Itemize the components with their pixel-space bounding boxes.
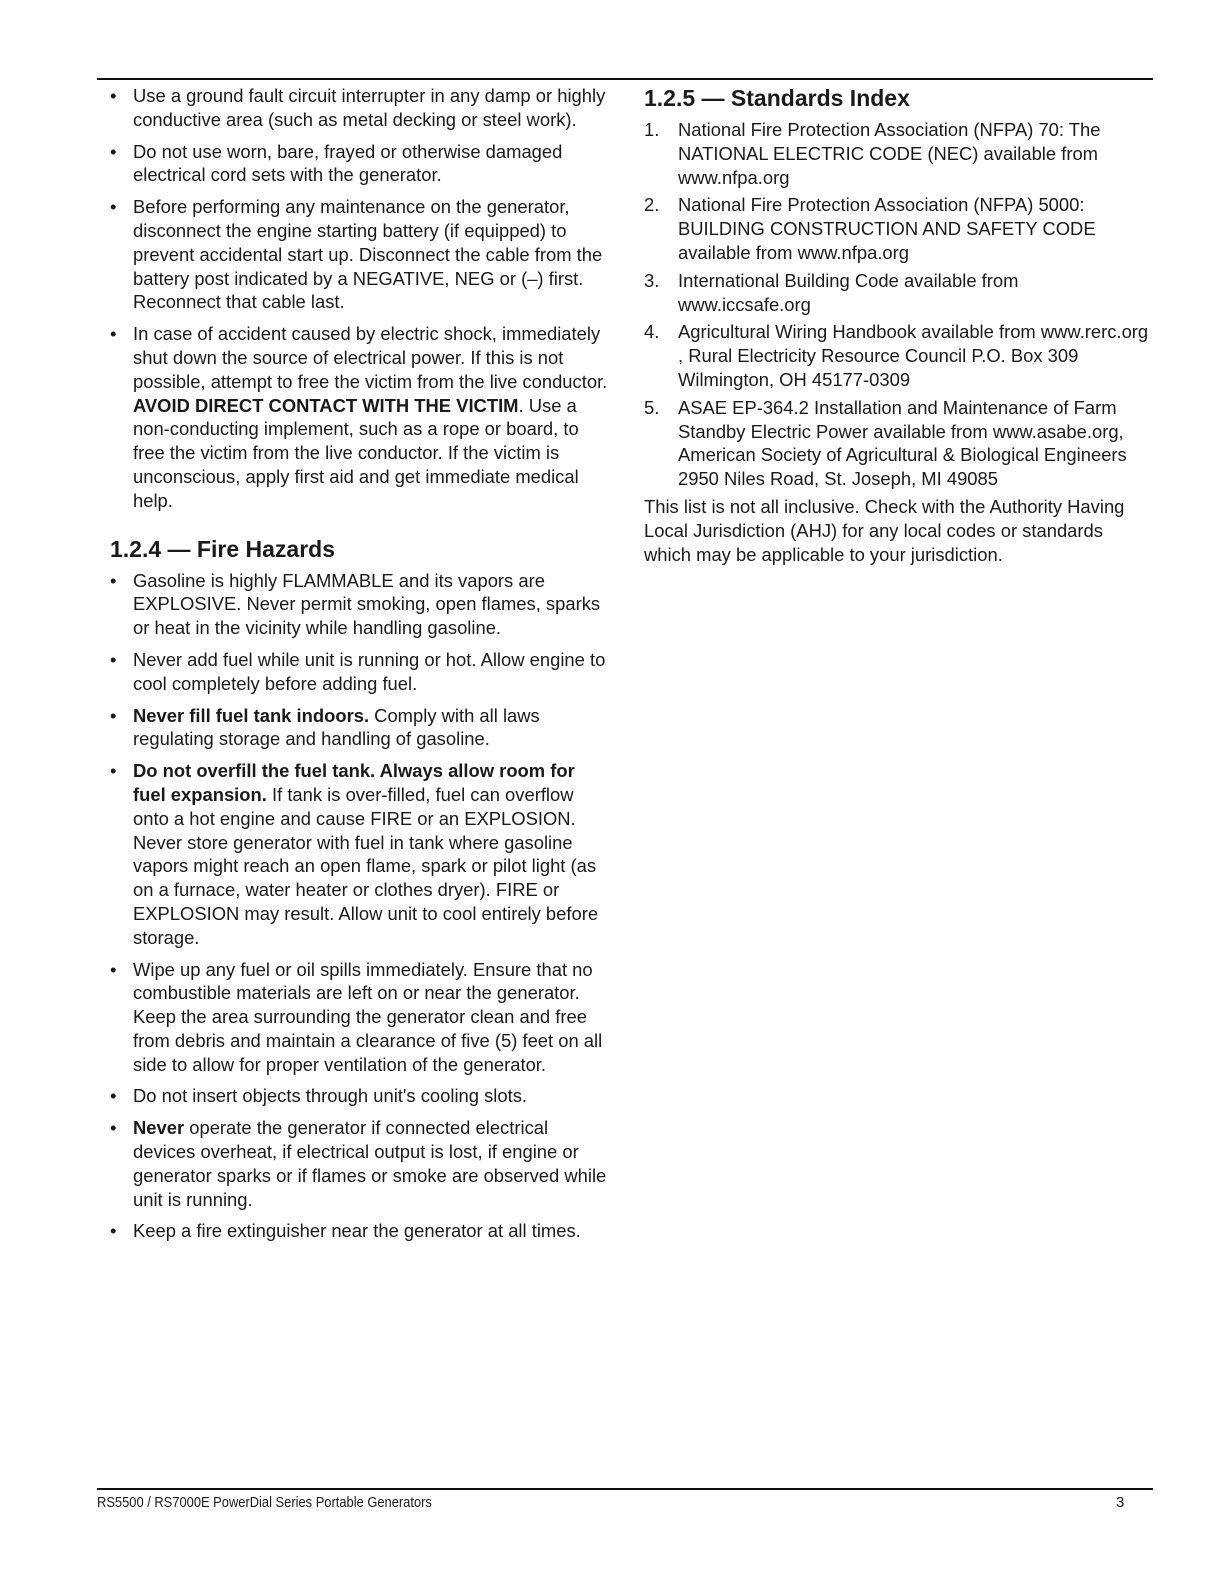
list-item: • Do not use worn, bare, frayed or otherwise damaged electrical cord sets with the generator.: [110, 140, 563, 186]
page-number: 3: [1116, 1494, 1125, 1511]
standards-list: [644, 118, 1149, 491]
bullet-icon: •: [110, 958, 117, 980]
standards-index-heading: 1.2.5 — Standards Index: [644, 85, 910, 111]
bullet-icon: •: [110, 569, 117, 591]
list-item: • Gasoline is highly FLAMMABLE and its vapors are EXPLOSIVE. Never permit smoking, open flames, sparks or heat in the vicinity while handling gasoline.: [110, 569, 601, 639]
left-column: [110, 84, 610, 1251]
closing-paragraph: This list is not all inclusive. Check with the Authority Having Local Jurisdiction (AHJ) for any local codes or standards which may be applicable to your jurisdiction.: [644, 495, 1125, 565]
bullet-icon: •: [110, 323, 117, 345]
list-item: • Keep a fire extinguisher near the generator at all times.: [110, 1220, 581, 1242]
list-item: • Do not insert objects through unit's cooling slots.: [110, 1085, 528, 1107]
list-item: • Use a ground fault circuit interrupter in any damp or highly conductive area (such as metal decking or steel work).: [110, 85, 606, 130]
fire-bullet-list: [110, 569, 610, 1244]
bullet-icon: •: [110, 760, 117, 782]
list-item: • Do not overfill the fuel tank. Always allow room for fuel expansion. If tank is over-filled, fuel can overflow onto a hot engine and cause FIRE or an EXPLOSION. Never store generator with fuel in tank where gasoline vapors might reach an open flame, spark or pilot light (as on a furnace, water heater or clothes dryer). FIRE or EXPLOSION may result. Allow unit to cool entirely before storage.: [110, 760, 599, 948]
electrical-bullet-list: [110, 84, 610, 513]
bullet-icon: •: [110, 85, 117, 106]
list-item: • Before performing any maintenance on the generator, disconnect the engine starting battery (if equipped) to prevent accidental start up. Disconnect the cable from the battery post indicated by a NEGATIVE, NEG or (–) first. Reconnect that cable last.: [110, 196, 603, 313]
list-item: 4. Agricultural Wiring Handbook available from www.rerc.org , Rural Electricity Resource Council P.O. Box 309 Wilmington, OH 45177-0309: [644, 321, 1149, 390]
bullet-icon: •: [110, 140, 117, 162]
right-column: [644, 84, 1149, 566]
list-item: 1. National Fire Protection Association (NFPA) 70: The NATIONAL ELECTRIC CODE (NEC) available from www.nfpa.org: [644, 119, 1101, 188]
list-item: • Wipe up any fuel or oil spills immediately. Ensure that no combustible materials are left on or near the generator. Keep the area surrounding the generator clean and free from debris and maintain a clearance of five (5) feet on all side to allow for proper ventilation of the generator.: [110, 958, 603, 1075]
list-item: • In case of accident caused by electric shock, immediately shut down the source of electrical power. If this is not possible, attempt to free the victim from the live conductor. AVOID DIRECT CONTACT WITH THE VICTIM. Use a non-conducting implement, such as a rope or board, to free the victim from the live conductor. If the victim is unconscious, apply first aid and get immediate medical help.: [110, 323, 608, 511]
list-item: 3. International Building Code available from www.iccsafe.org: [644, 269, 1019, 315]
list-item: 2. National Fire Protection Association (NFPA) 5000: BUILDING CONSTRUCTION AND SAFETY CODE available from www.nfpa.org: [644, 194, 1096, 263]
bottom-rule: [97, 1488, 1153, 1490]
bullet-icon: •: [110, 196, 117, 218]
fire-hazards-heading: 1.2.4 — Fire Hazards: [110, 535, 335, 562]
top-rule: [97, 78, 1153, 80]
bullet-icon: •: [110, 704, 117, 726]
list-item: 5. ASAE EP-364.2 Installation and Maintenance of Farm Standby Electric Power available from www.asabe.org, American Society of Agricultural & Biological Engineers 2950 Niles Road, St. Joseph, MI 49085: [644, 396, 1127, 490]
list-item: • Never operate the generator if connected electrical devices overheat, if electrical output is lost, if engine or generator sparks or if flames or smoke are observed while unit is running.: [110, 1117, 607, 1210]
bullet-icon: •: [110, 648, 117, 670]
list-item: • Never fill fuel tank indoors. Comply with all laws regulating storage and handling of gasoline.: [110, 704, 540, 750]
bullet-icon: •: [110, 1220, 117, 1242]
bullet-icon: •: [110, 1117, 117, 1139]
bullet-icon: •: [110, 1085, 117, 1107]
list-item: • Never add fuel while unit is running or hot. Allow engine to cool completely before adding fuel.: [110, 648, 606, 694]
footer-title: RS5500 / RS7000E PowerDial Series Portable Generators: [97, 1494, 432, 1511]
